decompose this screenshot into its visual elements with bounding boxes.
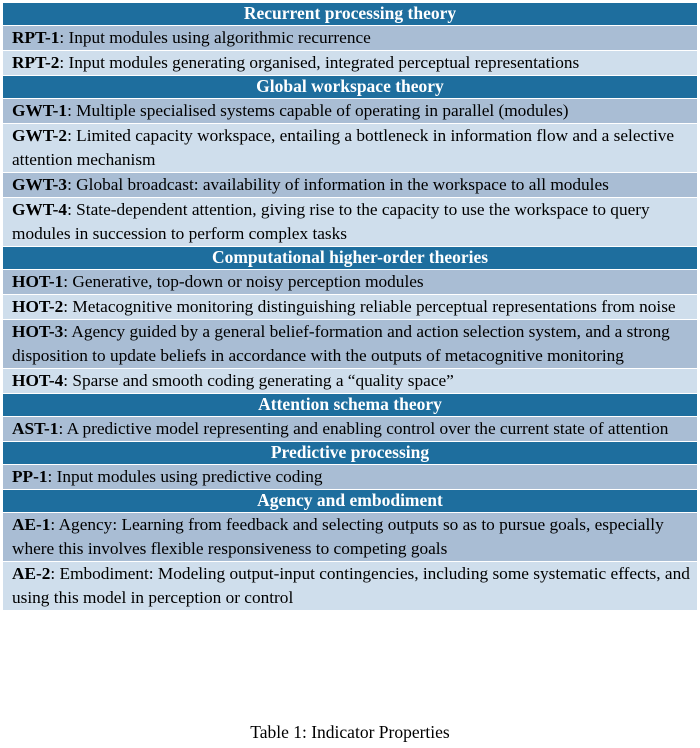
section-header: Global workspace theory: [3, 76, 697, 99]
indicator-description: : Embodiment: Modeling output-input contingencies, including some systematic effects, and using this model in perception or control: [12, 564, 690, 607]
section-header: Attention schema theory: [3, 394, 697, 417]
indicator-row: [3, 320, 697, 369]
indicator-row: [3, 99, 697, 124]
indicator-row: [3, 51, 697, 76]
section-header: Predictive processing: [3, 442, 697, 465]
indicator-row: [3, 562, 697, 611]
indicator-row: [3, 198, 697, 247]
indicator-description: : State-dependent attention, giving rise to the capacity to use the workspace to query modules in succession to perform complex tasks: [12, 200, 650, 243]
indicator-description: : Generative, top-down or noisy perception modules: [63, 272, 424, 291]
indicator-description: : Agency guided by a general belief-formation and action selection system, and a strong disposition to update beliefs in accordance with the outputs of metacognitive monitoring: [12, 322, 670, 365]
indicator-id: HOT-3: [12, 322, 64, 341]
indicator-description: : Input modules using algorithmic recurrence: [59, 28, 371, 47]
indicator-description: : Input modules generating organised, integrated perceptual representations: [59, 53, 580, 72]
indicator-id: PP-1: [12, 467, 48, 486]
indicator-row: [3, 173, 697, 198]
indicator-id: RPT-1: [12, 28, 60, 47]
indicator-id: GWT-1: [12, 101, 68, 120]
indicator-row: [3, 124, 697, 173]
indicator-id: GWT-4: [12, 200, 68, 219]
indicator-row: [3, 295, 697, 320]
indicator-id: HOT-2: [12, 297, 64, 316]
indicator-description: : Metacognitive monitoring distinguishing reliable perceptual representations from noise: [63, 297, 676, 316]
indicator-description: : Input modules using predictive coding: [47, 467, 323, 486]
indicator-id: HOT-4: [12, 371, 64, 390]
indicator-row: [3, 270, 697, 295]
indicator-id: AE-1: [12, 515, 51, 534]
indicator-id: GWT-2: [12, 126, 68, 145]
indicator-id: RPT-2: [12, 53, 60, 72]
indicator-id: AST-1: [12, 419, 59, 438]
indicator-description: : Multiple specialised systems capable of operating in parallel (modules): [67, 101, 569, 120]
indicator-properties-table: [3, 3, 697, 611]
indicator-description: : Agency: Learning from feedback and selecting outputs so as to pursue goals, especially where this involves flexible responsiveness to competing goals: [12, 515, 664, 558]
table-caption: Table 1: Indicator Properties: [250, 722, 450, 742]
indicator-id: AE-2: [12, 564, 51, 583]
indicator-row: [3, 417, 697, 442]
indicator-description: : Global broadcast: availability of information in the workspace to all modules: [67, 175, 609, 194]
indicator-description: : Limited capacity workspace, entailing a bottleneck in information flow and a selective attention mechanism: [12, 126, 675, 169]
indicator-row: [3, 465, 697, 490]
section-header: Agency and embodiment: [3, 490, 697, 513]
indicator-row: [3, 513, 697, 562]
indicator-row: [3, 26, 697, 51]
section-header: Recurrent processing theory: [3, 3, 697, 26]
indicator-description: : Sparse and smooth coding generating a “quality space”: [63, 371, 454, 390]
indicator-row: [3, 369, 697, 394]
indicator-description: : A predictive model representing and enabling control over the current state of attention: [58, 419, 669, 438]
section-header: Computational higher-order theories: [3, 247, 697, 270]
indicator-id: HOT-1: [12, 272, 64, 291]
indicator-id: GWT-3: [12, 175, 68, 194]
